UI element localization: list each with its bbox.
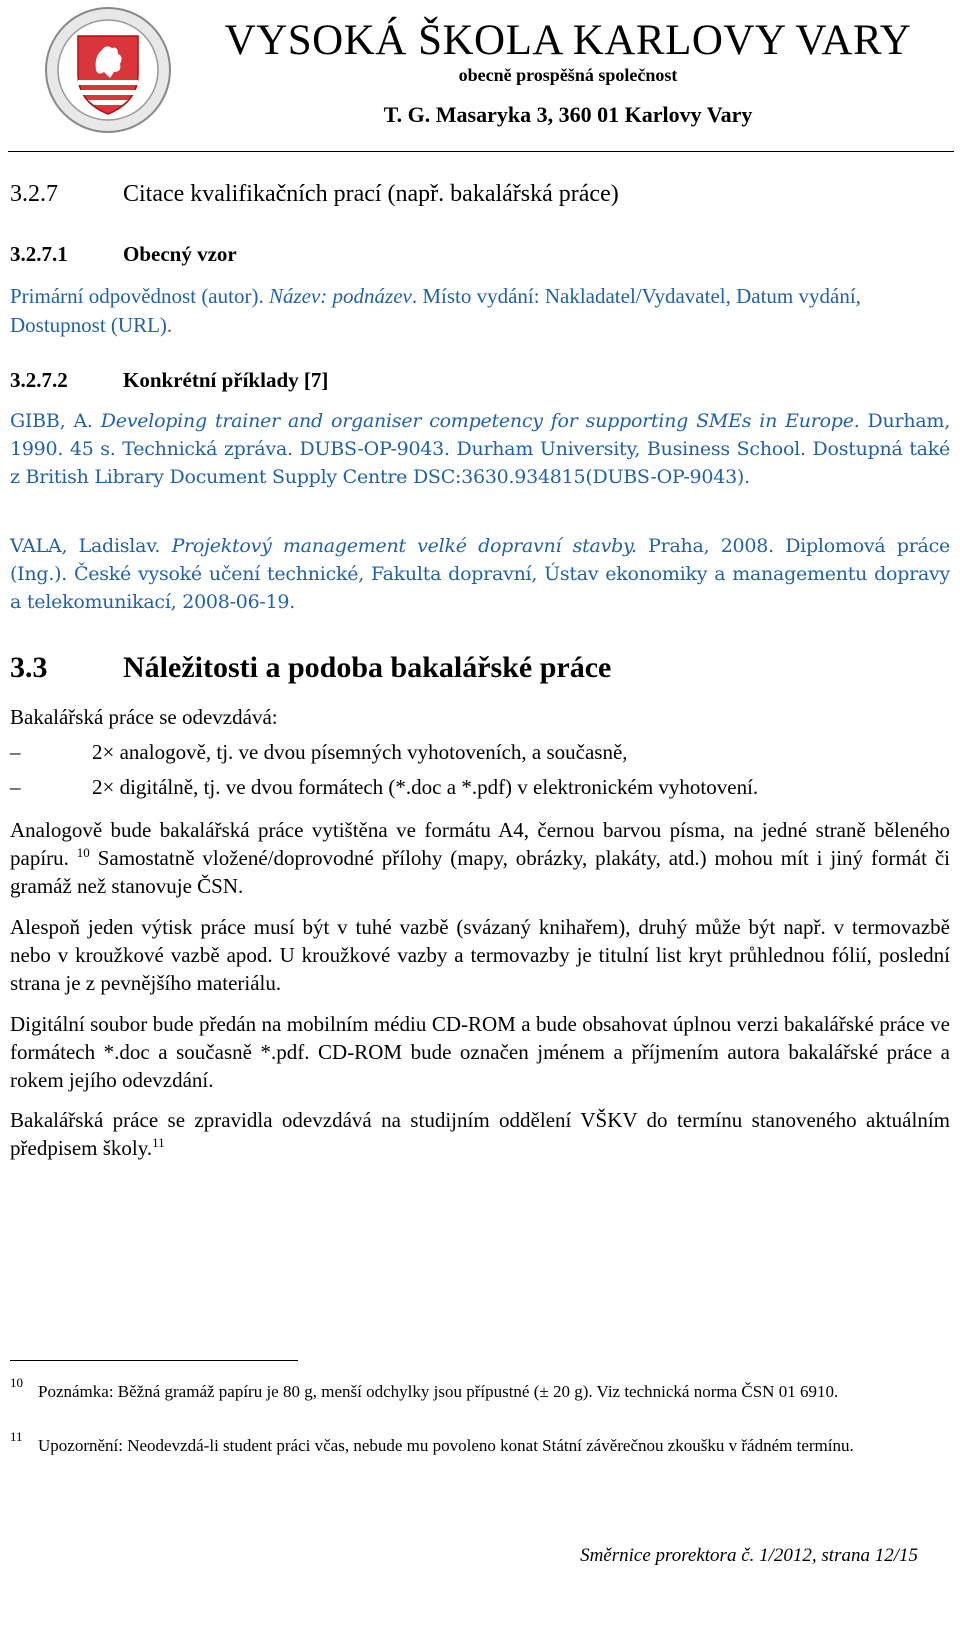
list-item-text: 2× digitálně, tj. ve dvou formátech (*.doc a *.pdf) v elektronickém vyhotovení. [92,775,759,799]
header-divider [8,151,954,152]
heading-text: Citace kvalifikačních prací (např. bakalářská práce) [123,181,619,207]
citation-details: Praha, 2008. Diplomová práce (Ing.). České vysoké učení technické, Fakulta dopravní, Ústav ekonomiky a managementu dopravy a telekomunikací, 2008-06-19. [10,535,950,613]
paragraph-text: Analogově bude bakalářská práce vytištěna ve formátu A4, černou barvou písma, na jedné straně běleného papíru. [10,818,950,870]
paragraph-digital: Digitální soubor bude předán na mobilním médiu CD-ROM a bude obsahovat úplnou verzi bakalářské práce ve formátech *.doc a současně *.pdf. CD-ROM bude označen jménem a příjmením autora bakalářské práce a rokem jejího odevzdání. [10,1012,950,1092]
heading-text: Konkrétní příklady [7] [123,368,329,392]
footnote-divider [10,1360,298,1361]
submission-intro: Bakalářská práce se odevzdává: [10,705,278,729]
footnote-ref-11: 11 [152,1135,165,1150]
heading-3-2-7-2 [10,366,950,395]
paragraph-binding: Alespoň jeden výtisk práce musí být v tuhé vazbě (svázaný knihařem), druhý může být např. v termovazbě nebo v kroužkové vazbě apod. U kroužkové vazby a termovazby je titulní list kryt průhlednou fólií, poslední strana je z pevnějšího materiálu. [10,915,950,995]
heading-3-3 [10,653,950,682]
heading-3-2-7-1 [10,240,950,269]
school-subtitle: obecně prospěšná společnost [458,65,678,85]
list-dash: – [10,740,21,764]
footnote-ref-10: 10 [76,845,90,860]
footnote-text: Poznámka: Běžná gramáž papíru je 80 g, menší odchylky jsou přípustné (± 20 g). Viz technická norma ČSN 01 6910. [38,1382,839,1401]
example-citation-vala [10,532,950,616]
general-pattern-text [10,282,950,340]
footnote-10 [10,1375,920,1404]
example-citation-gibb [10,407,950,491]
page-footer: Směrnice prorektora č. 1/2012, strana 12/15 [580,1545,918,1566]
pattern-rest: . Místo vydání: Nakladatel/Vydavatel, Datum vydání, Dostupnost (URL). [10,284,861,337]
school-address: T. G. Masaryka 3, 360 01 Karlovy Vary [383,102,753,127]
paragraph-deadline [10,1106,950,1162]
footnote-text: Upozornění: Neodevzdá-li student práci včas, nebude mu povoleno konat Státní závěrečnou zkoušku v řádném termínu. [38,1436,854,1455]
school-name: VYSOKÁ ŠKOLA KARLOVY VARY [224,17,912,64]
footnote-number: 10 [10,1375,23,1390]
list-dash: – [10,775,21,799]
heading-text: Obecný vzor [123,242,237,266]
citation-author: GIBB, A. [10,410,101,432]
paragraph-text: Samostatně vložené/doprovodné přílohy (mapy, obrázky, plakáty, atd.) mohou mít i jiný formát či gramáž než stanovuje ČSN. [10,846,950,898]
heading-number: 3.2.7 [10,181,58,207]
pattern-title: Název: podnázev [268,284,412,308]
footnote-number: 11 [10,1429,23,1444]
citation-author: VALA, Ladislav. [10,535,172,557]
pattern-author: Primární odpovědnost (autor). [10,284,269,308]
heading-number: 3.2.7.1 [10,242,68,266]
heading-number: 3.2.7.2 [10,368,68,392]
list-item-text: 2× analogově, tj. ve dvou písemných vyhotoveních, a současně, [92,740,628,764]
paragraph-analog [10,816,950,900]
citation-title: Developing trainer and organiser competency for supporting SMEs in Europe. [100,410,860,432]
heading-text: Náležitosti a podoba bakalářské práce [123,651,612,684]
citation-title: Projektový management velké dopravní stavby. [171,535,637,557]
citation-details: Durham, 1990. 45 s. Technická zpráva. DUBS-OP-9043. Durham University, Business School. Dostupná také z British Library Document Supply Centre DSC:3630.934815(DUBS-OP-9043). [10,410,950,488]
heading-3-2-7 [10,180,950,209]
heading-number: 3.3 [10,651,48,684]
school-seal-logo [44,6,172,134]
paragraph-text: Bakalářská práce se zpravidla odevzdává na studijním oddělení VŠKV do termínu stanoveného aktuálním předpisem školy. [10,1108,950,1160]
footnote-11 [10,1429,920,1458]
